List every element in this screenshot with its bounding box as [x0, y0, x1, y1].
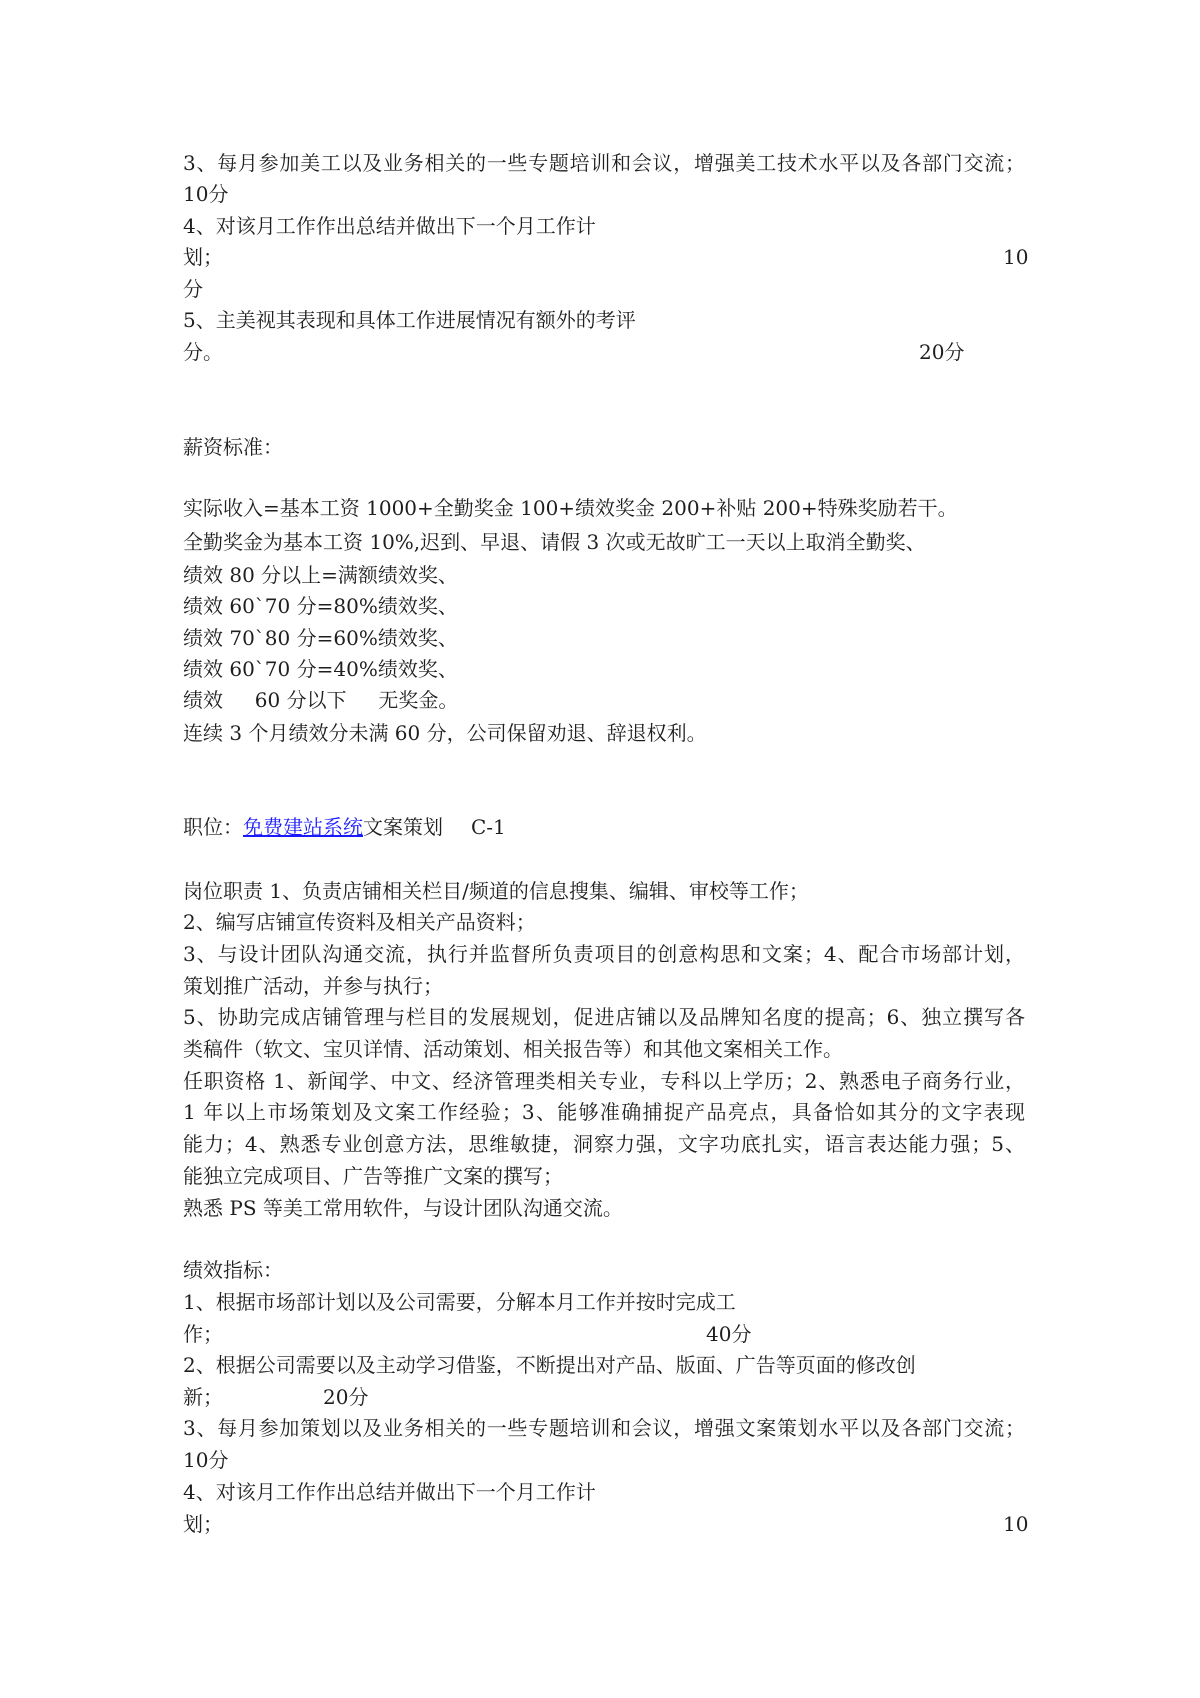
text-line: 实际收入=基本工资 1000+全勤奖金 100+绩效奖金 200+补贴 200+特殊奖励若干。 — [183, 496, 958, 520]
text-line: 划； — [183, 245, 223, 269]
score: 10 — [1003, 1512, 1029, 1536]
text-line: 10分 — [183, 182, 229, 206]
text-line: 策划推广活动，并参与执行； — [183, 974, 443, 998]
position-label: 职位： — [183, 815, 243, 839]
section-heading: 薪资标准： — [183, 435, 283, 459]
text-line: 2、编写店铺宣传资料及相关产品资料； — [183, 910, 536, 934]
text-line: 绩效 70`80 分=60%绩效奖、 — [183, 626, 458, 650]
text-line: 4、对该月工作作出总结并做出下一个月工作计 — [183, 214, 596, 238]
text-line: 3、每月参加美工以及业务相关的一些专题培训和会议，增强美工技术水平以及各部门交流； — [183, 151, 1025, 175]
text-line: 任职资格 1、新闻学、中文、经济管理类相关专业，专科以上学历；2、熟悉电子商务行业， — [183, 1069, 1025, 1093]
score: 20分 — [323, 1385, 369, 1409]
text-line: 新； — [183, 1385, 223, 1409]
position-title — [183, 814, 506, 840]
text-line: 分。 — [183, 340, 223, 364]
text-line: 连续 3 个月绩效分未满 60 分，公司保留劝退、辞退权利。 — [183, 721, 707, 745]
text-line: 作； — [183, 1322, 223, 1346]
score: 40分 — [706, 1322, 752, 1346]
text-line: 能力；4、熟悉专业创意方法，思维敏捷，洞察力强，文字功底扎实，语言表达能力强；5、 — [183, 1132, 1025, 1156]
text-line: 3、与设计团队沟通交流，执行并监督所负责项目的创意构思和文案；4、配合市场部计划， — [183, 942, 1025, 966]
text-line: 5、主美视其表现和具体工作进展情况有额外的考评 — [183, 308, 636, 332]
score: 20分 — [919, 340, 965, 364]
text-line: 10分 — [183, 1448, 229, 1472]
text-line: 1 年以上市场策划及文案工作经验；3、能够准确捕捉产品亮点，具备恰如其分的文字表现 — [183, 1100, 1025, 1124]
text-line: 熟悉 PS 等美工常用软件，与设计团队沟通交流。 — [183, 1196, 623, 1220]
text-line: 绩效 60 分以下 无奖金。 — [183, 688, 459, 712]
score: 10 — [1003, 245, 1029, 269]
section-heading: 绩效指标： — [183, 1258, 283, 1282]
site-builder-link[interactable]: 免费建站系统 — [243, 815, 363, 839]
text-line: 绩效 60`70 分=40%绩效奖、 — [183, 657, 458, 681]
text-line: 绩效 80 分以上=满额绩效奖、 — [183, 563, 458, 587]
text-line: 2、根据公司需要以及主动学习借鉴，不断提出对产品、版面、广告等页面的修改创 — [183, 1353, 916, 1377]
text-line: 类稿件（软文、宝贝详情、活动策划、相关报告等）和其他文案相关工作。 — [183, 1037, 843, 1061]
text-line: 绩效 60`70 分=80%绩效奖、 — [183, 594, 458, 618]
text-line: 3、每月参加策划以及业务相关的一些专题培训和会议，增强文案策划水平以及各部门交流； — [183, 1416, 1025, 1440]
text-line: 能独立完成项目、广告等推广文案的撰写； — [183, 1164, 563, 1188]
position-code: C-1 — [471, 815, 506, 839]
text-line: 分 — [183, 277, 203, 301]
text-line: 岗位职责 1、负责店铺相关栏目/频道的信息搜集、编辑、审校等工作； — [183, 879, 809, 903]
text-line: 4、对该月工作作出总结并做出下一个月工作计 — [183, 1480, 596, 1504]
text-line: 全勤奖金为基本工资 10%,迟到、早退、请假 3 次或无故旷工一天以上取消全勤奖、 — [183, 530, 926, 554]
text-line: 5、协助完成店铺管理与栏目的发展规划，促进店铺以及品牌知名度的提高；6、独立撰写各 — [183, 1005, 1025, 1029]
position-name: 文案策划 — [363, 815, 443, 839]
text-line: 1、根据市场部计划以及公司需要，分解本月工作并按时完成工 — [183, 1290, 736, 1314]
text-line: 划； — [183, 1512, 223, 1536]
